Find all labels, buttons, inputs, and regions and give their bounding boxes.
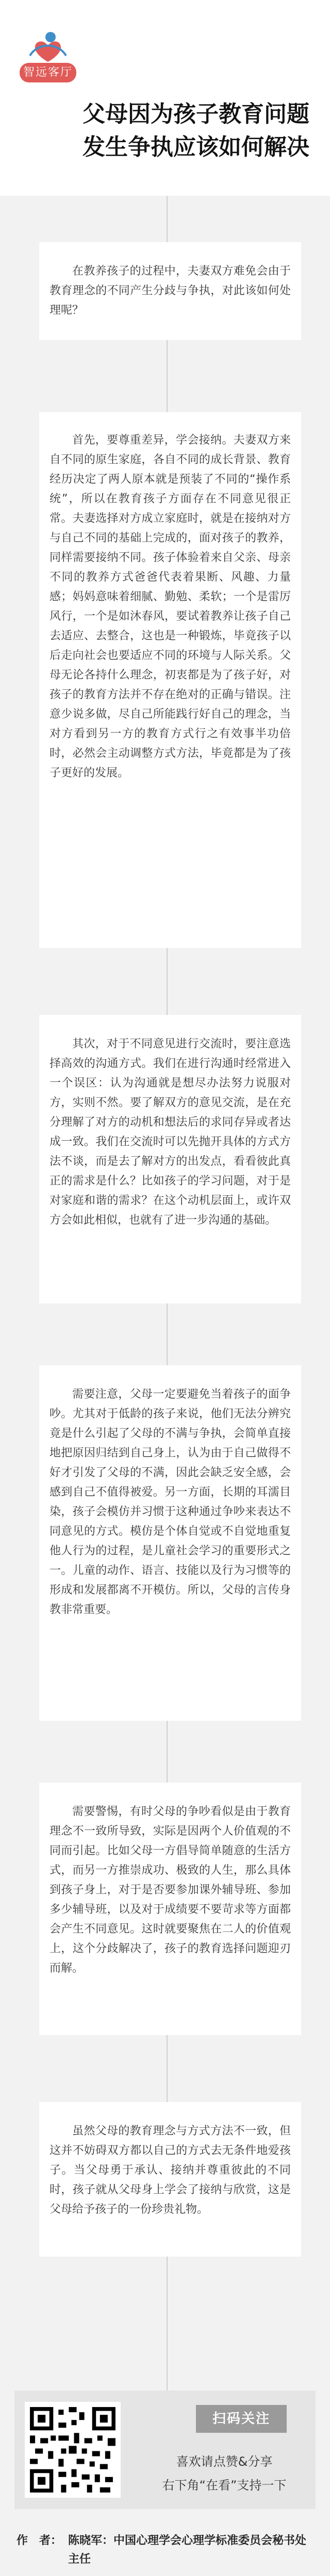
brand-logo (20, 27, 76, 83)
scan-follow-badge: 扫码关注 (196, 2405, 287, 2433)
divider-line (167, 196, 168, 242)
article-header (0, 0, 330, 196)
divider-line (167, 2257, 168, 2391)
divider-line (167, 1303, 168, 1365)
credit-author (16, 2532, 314, 2569)
paragraph-card (39, 242, 301, 340)
qr-code[interactable] (25, 2402, 121, 2498)
watching-support-text: 右下角“在看”支持一下 (162, 2478, 287, 2493)
paragraph-card (39, 1365, 301, 1721)
paragraph-text: 其次，对于不同意见进行交流时，要注意选择高效的沟通方式。我们在进行沟通时经常进入一个误区：认为沟通就是想尽办法努力说服对方，实则不然。要了解双方的意见交流，是在充分理解了对方的动机和想法后的求同存异或者达成一致。我们在交流时可以先抛开具体的方式方法不谈，而是去了解对方的出发点，看看彼此真正的需求是什么？比如孩子的学习问题，对于是对家庭和谐的需求？在这个动机层面上，或许双方会如此相似，也就有了进一步沟通的基础。 (50, 1038, 291, 1227)
divider-line (167, 948, 168, 1015)
logo-text: 智远客厅 (20, 63, 76, 82)
like-share-text: 喜欢请点赞&分享 (176, 2454, 273, 2469)
title-line-1: 父母因为孩子教育问题 (82, 101, 309, 127)
divider-line (167, 1721, 168, 1783)
divider-line (167, 2035, 168, 2102)
paragraph-text: 首先，要尊重差异，学会接纳。夫妻双方来自不同的原生家庭，各自不同的成长背景、教育经历决定了两人原本就是预装了不同的“操作系统”，所以在教育孩子方面存在不同意见很正常。夫妻选择对方成立家庭时，就是在接纳对方与自己不同的基础上完成的，面对孩子的教养，同样需要接纳不同。孩子体验着来自父亲、母亲不同的教养方式爸爸代表着果断、风趣、力量感；妈妈意味着细腻、勤勉、柔软；一个是雷厉风行，一个是如沐春风，要试着教养让孩子自己去适应、去整合，这也是一种锻炼，毕竟孩子以后走向社会也要适应不同的环境与人际关系。父母无论各持什么理念，初衷都是为了孩子好，对孩子的教育方法并不存在绝对的正确与错误。注意少说多做，尽自己所能践行好自己的理念，当对方看到另一方的教育方式行之有效事半功倍时，必然会主动调整方式方法，毕竟都是为了孩子更好的发展。 (50, 434, 291, 779)
paragraph-card (39, 1783, 301, 2035)
article-credits (16, 2532, 314, 2576)
paragraph-text: 虽然父母的教育理念与方式方法不一致，但这并不妨碍双方都以自己的方式去无条件地爱孩子。当父母勇于承认、接纳并尊重彼此的不同时，孩子就从父母身上学会了接纳与欣赏，这是父母给予孩子的一份珍贵礼物。 (50, 2125, 291, 2216)
title-line-2: 发生争执应该如何解决 (82, 134, 309, 160)
paragraph-text: 在教养孩子的过程中，夫妻双方难免会由于教育理念的不同产生分歧与争执，对此该如何处理呢？ (50, 265, 291, 317)
paragraph-text: 需要注意，父母一定要避免当着孩子的面争吵。尤其对于低龄的孩子来说，他们无法分辨究竟是什么引起了父母的不满与争执，会简单直接地把原因归结到自己身上，认为由于自己做得不好才引发了父母的不满，因此会缺乏安全感，会感到自己不值得被爱。另一方面，长期的耳濡目染，孩子会模仿并习惯于这种通过争吵来表达不同意见的方式。模仿是个体自觉或不自觉地重复他人行为的过程，是儿童社会学习的重要形式之一。儿童的动作、语言、技能以及行为习惯等的形成和发展都离不开模仿。所以，父母的言传身教非常重要。 (50, 1388, 291, 1616)
divider-line (167, 340, 168, 412)
paragraph-text: 需要警惕，有时父母的争吵看似是由于教育理念不一致所导致，实际是因两个人价值观的不同而引起。比如父母一方倡导简单随意的生活方式，而另一方推崇成功、极致的人生，那么具体到孩子身上，对于是否要参加课外辅导班、参加多少辅导班，以及对于成绩要不要苛求等方面都会产生不同意见。这时就要聚焦在二人的价值观上，这个分歧解决了，孩子的教育选择问题迎刃而解。 (50, 1805, 291, 1975)
paragraph-card (39, 412, 301, 948)
qr-code-icon (25, 2402, 121, 2498)
page-title (82, 98, 309, 164)
paragraph-card (39, 1015, 301, 1303)
follow-qr-section (14, 2391, 316, 2509)
credit-value: 陈晓军：中国心理学会心理学标准委员会秘书处主任 (68, 2534, 307, 2566)
paragraph-card (39, 2102, 301, 2257)
credit-label: 作 者： (16, 2534, 62, 2547)
